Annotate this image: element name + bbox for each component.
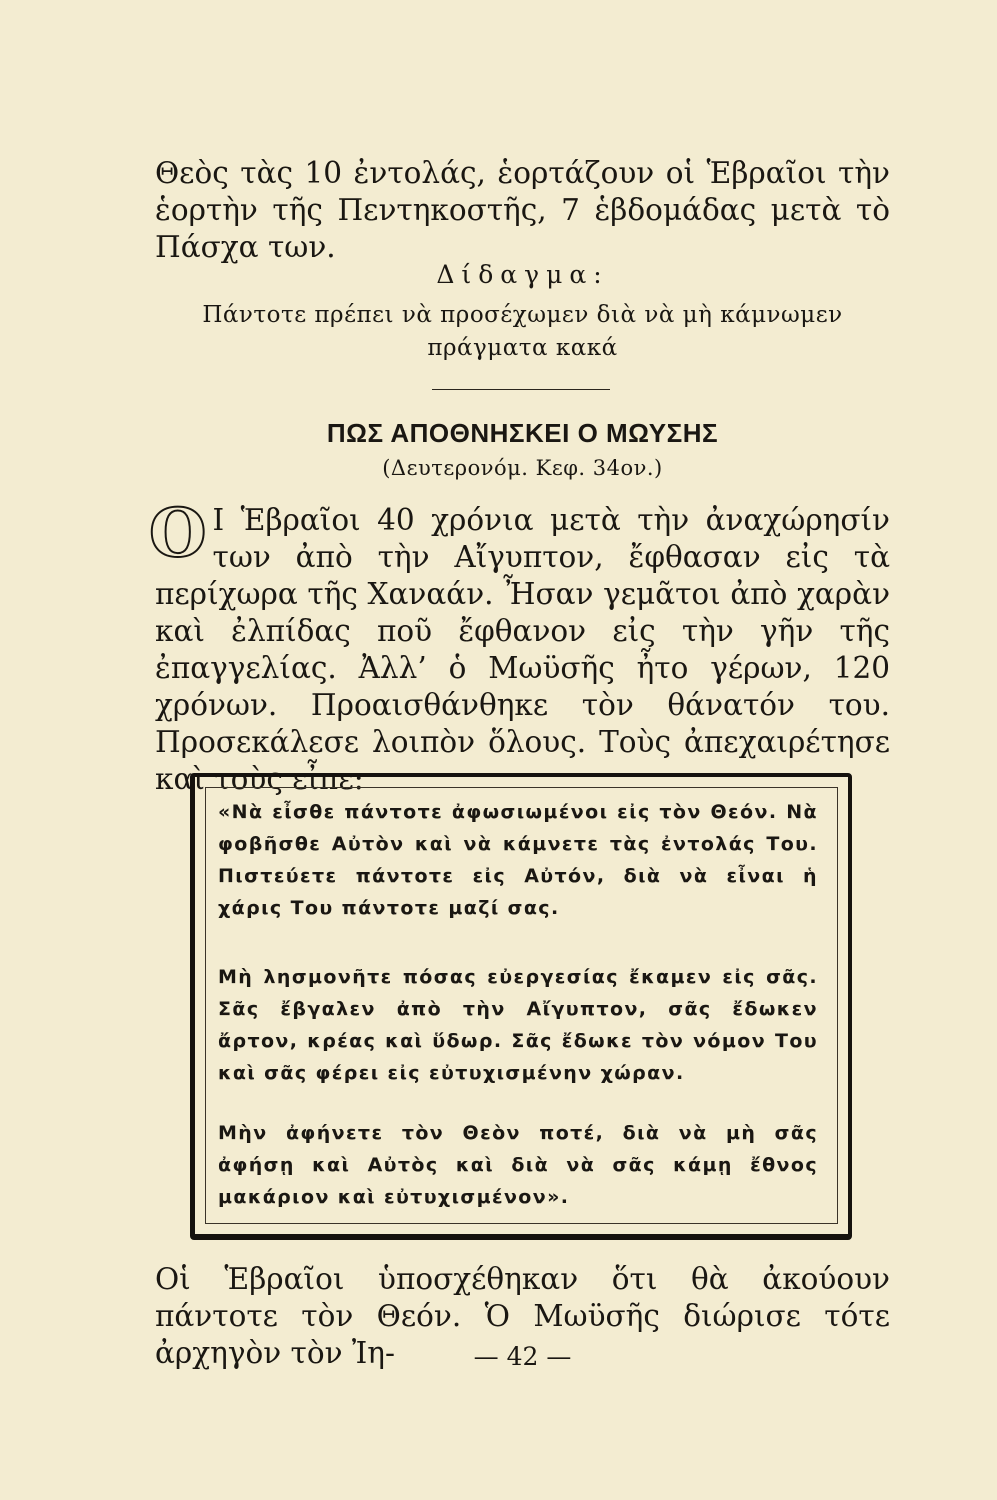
didagma-title: Δίδαγμα: bbox=[436, 260, 609, 289]
quote-paragraph-1: «Νὰ εἶσθε πάντοτε ἀφωσιωμένοι εἰς τὸν Θεόν. Νὰ φοβῆσθε Αὐτὸν καὶ νὰ κάμνετε τὰς ἐντολάς Του. Πιστεύετε πάντοτε εἰς Αὐτόν, διὰ νὰ εἶναι ἡ χάρις Του πάντοτε μαζί σας. bbox=[218, 801, 818, 919]
top-paragraph: Θεὸς τὰς 10 ἐντολάς, ἑορτάζουν οἱ Ἑβραῖοι τὴν ἑορτὴν τῆς Πεντηκοστῆς, 7 ἑβδομάδας μετὰ τὸ Πάσχα των. bbox=[155, 156, 890, 264]
page-number: — 42 — bbox=[473, 1342, 572, 1371]
drop-cap: O bbox=[149, 494, 207, 572]
chapter-reference: (Δευτερονόμ. Κεφ. 34ον.) bbox=[382, 456, 663, 480]
main-paragraph bbox=[149, 494, 890, 798]
quote-paragraph-3: Μὴν ἀφήνετε τὸν Θεὸν ποτέ, διὰ νὰ μὴ σᾶς ἀφήσῃ καὶ Αὐτὸς καὶ διὰ νὰ σᾶς κάμῃ ἔθνος μακάριον καὶ εὐτυχισμένον». bbox=[218, 1122, 818, 1208]
main-paragraph-text: Ι Ἑβραῖοι 40 χρόνια μετὰ τὴν ἀναχώρησίν των ἀπὸ τὴν Αἴγυπτον, ἔφθασαν εἰς τὰ περίχωρα τῆς Χαναάν. Ἦσαν γεμᾶτοι ἀπὸ χαρὰν καὶ ἐλπίδας ποῦ ἔφθανον εἰς τὴν γῆν τῆς ἐπαγγελίας. Ἀλλ’ ὁ Μωϋσῆς ἦτο γέρων, 120 χρόνων. Προαισθάνθηκε τὸν θάνατόν του. Προσεκάλεσε λοιπὸν ὅλους. Τοὺς ἀπεχαιρέτησε καὶ τοὺς εἶπε: bbox=[155, 503, 890, 796]
quote-paragraph-2: Μὴ λησμονῆτε πόσας εὐεργεσίας ἔκαμεν εἰς σᾶς. Σᾶς ἔβγαλεν ἀπὸ τὴν Αἴγυπτον, σᾶς ἔδωκεν ἄρτον, κρέας καὶ ὕδωρ. Σᾶς ἔδωκε τὸν νόμον Του καὶ σᾶς φέρει εἰς εὐτυχισμένην χώραν. bbox=[218, 966, 818, 1084]
section-divider bbox=[432, 389, 610, 390]
bottom-paragraph: Οἱ Ἑβραῖοι ὑποσχέθηκαν ὅτι θὰ ἀκούουν πάντοτε τὸν Θεόν. Ὁ Μωϋσῆς διώρισε τότε ἀρχηγὸν τὸν Ἰη- bbox=[155, 1262, 890, 1370]
chapter-title: ΠΩΣ ΑΠΟΘΝΗΣΚΕΙ Ο ΜΩΥΣΗΣ bbox=[326, 418, 719, 448]
didagma-text: Πάντοτε πρέπει νὰ προσέχωμεν διὰ νὰ μὴ κάμνωμεν πράγματα κακά bbox=[202, 302, 843, 361]
